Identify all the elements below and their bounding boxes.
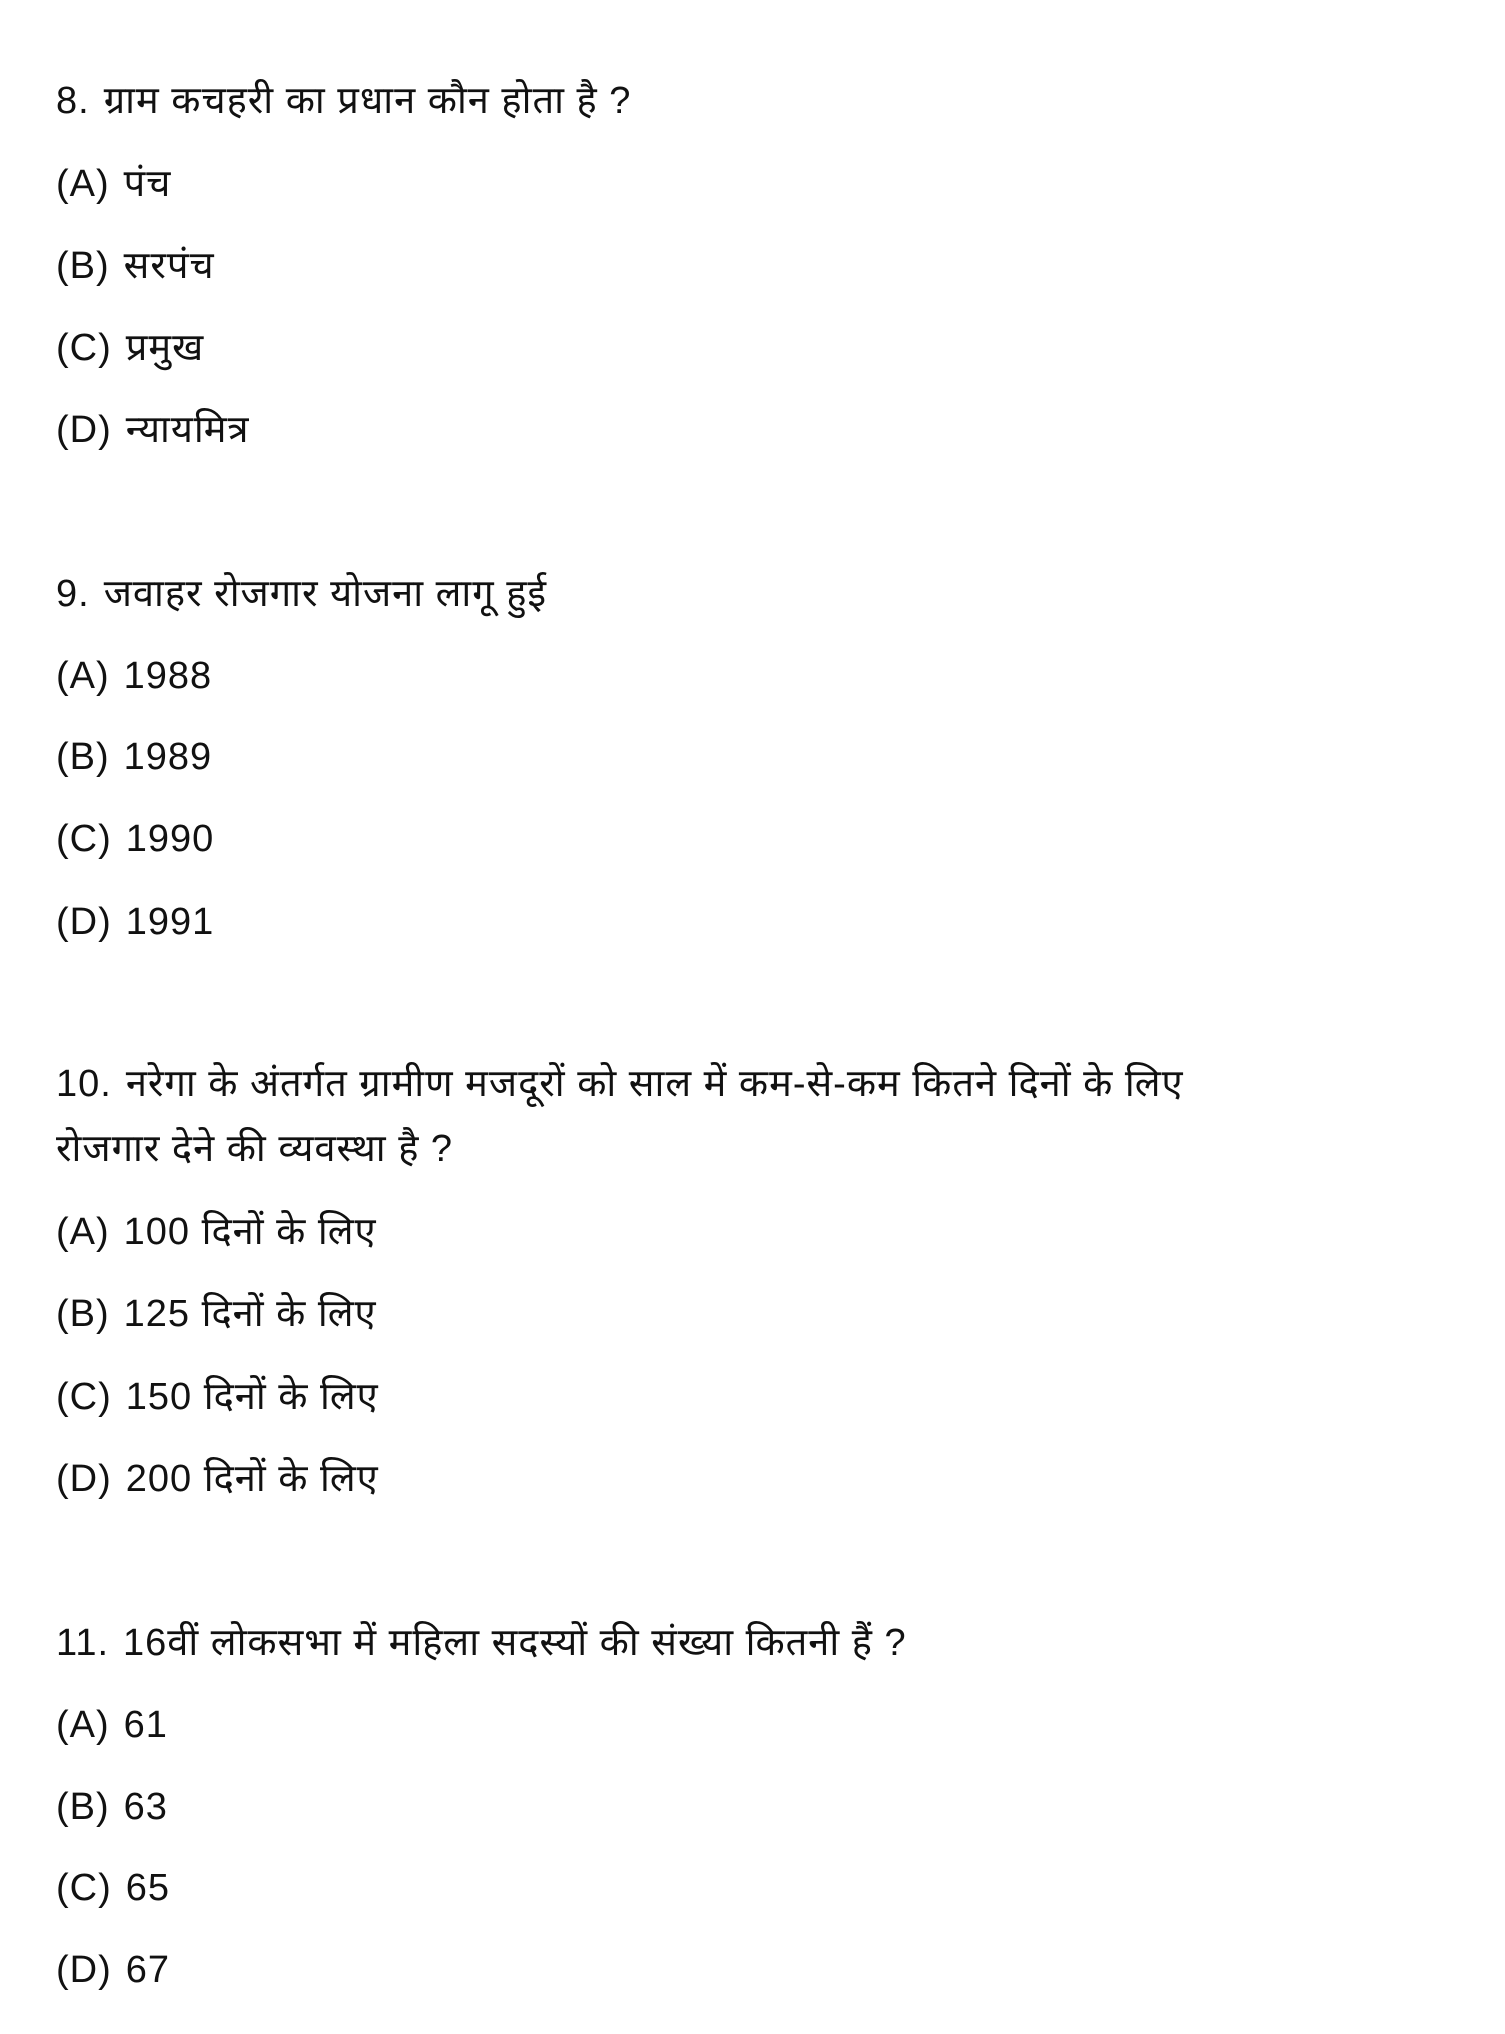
option-text: 200 दिनों के लिए (125, 1458, 379, 1500)
option-label: (C) (56, 1867, 112, 1909)
option-c (56, 323, 204, 373)
option-c (56, 814, 214, 864)
option-label: (B) (56, 1786, 110, 1828)
option-text: 63 (123, 1786, 168, 1828)
option-c (56, 1863, 170, 1913)
question-number: 10. (56, 1063, 112, 1105)
question-10-line-2 (56, 1124, 453, 1174)
option-d (56, 405, 249, 455)
option-text: 67 (125, 1949, 171, 1991)
option-label: (D) (56, 1949, 112, 1991)
question-9 (56, 569, 547, 619)
option-text: 1991 (125, 901, 215, 943)
option-label: (B) (56, 736, 110, 778)
question-text: नरेगा के अंतर्गत ग्रामीण मजदूरों को साल में कम-से-कम कितने दिनों के लिए (125, 1063, 1184, 1105)
option-text: 1990 (125, 818, 215, 860)
question-8 (56, 76, 631, 126)
option-text: पंच (123, 163, 172, 205)
option-label: (A) (56, 655, 110, 697)
option-text: 1988 (123, 655, 213, 697)
question-text: 16वीं लोकसभा में महिला सदस्यों की संख्या कितनी हैं ? (123, 1622, 907, 1664)
question-11 (56, 1618, 907, 1668)
option-d (56, 1945, 170, 1995)
option-label: (D) (56, 1458, 112, 1500)
question-number: 8. (56, 80, 90, 122)
option-text: 65 (125, 1867, 171, 1909)
option-text: 100 दिनों के लिए (123, 1211, 377, 1253)
option-a (56, 159, 171, 209)
option-a (56, 651, 212, 701)
option-d (56, 1454, 379, 1504)
option-text: 61 (123, 1704, 168, 1746)
option-b (56, 732, 212, 782)
question-number: 11. (56, 1622, 110, 1664)
question-text: ग्राम कचहरी का प्रधान कौन होता है ? (103, 80, 632, 122)
option-c (56, 1372, 379, 1422)
option-text: 125 दिनों के लिए (123, 1293, 377, 1335)
option-label: (A) (56, 1211, 110, 1253)
option-a (56, 1207, 377, 1257)
question-10 (56, 1059, 1184, 1109)
question-number: 9. (56, 573, 90, 615)
option-b (56, 1782, 168, 1832)
option-b (56, 241, 215, 291)
option-label: (D) (56, 409, 112, 451)
option-a (56, 1700, 168, 1750)
option-text: 1989 (123, 736, 213, 778)
question-text: रोजगार देने की व्यवस्था है ? (56, 1128, 454, 1170)
option-text: न्यायमित्र (125, 409, 250, 451)
option-label: (B) (56, 1293, 110, 1335)
option-label: (D) (56, 901, 112, 943)
option-text: प्रमुख (125, 327, 205, 369)
option-label: (A) (56, 1704, 110, 1746)
option-label: (C) (56, 818, 112, 860)
option-label: (C) (56, 327, 112, 369)
option-text: 150 दिनों के लिए (125, 1376, 379, 1418)
option-label: (C) (56, 1376, 112, 1418)
option-text: सरपंच (123, 245, 215, 287)
option-label: (A) (56, 163, 110, 205)
option-label: (B) (56, 245, 110, 287)
question-text: जवाहर रोजगार योजना लागू हुई (103, 573, 548, 615)
option-b (56, 1289, 377, 1339)
option-d (56, 897, 214, 947)
